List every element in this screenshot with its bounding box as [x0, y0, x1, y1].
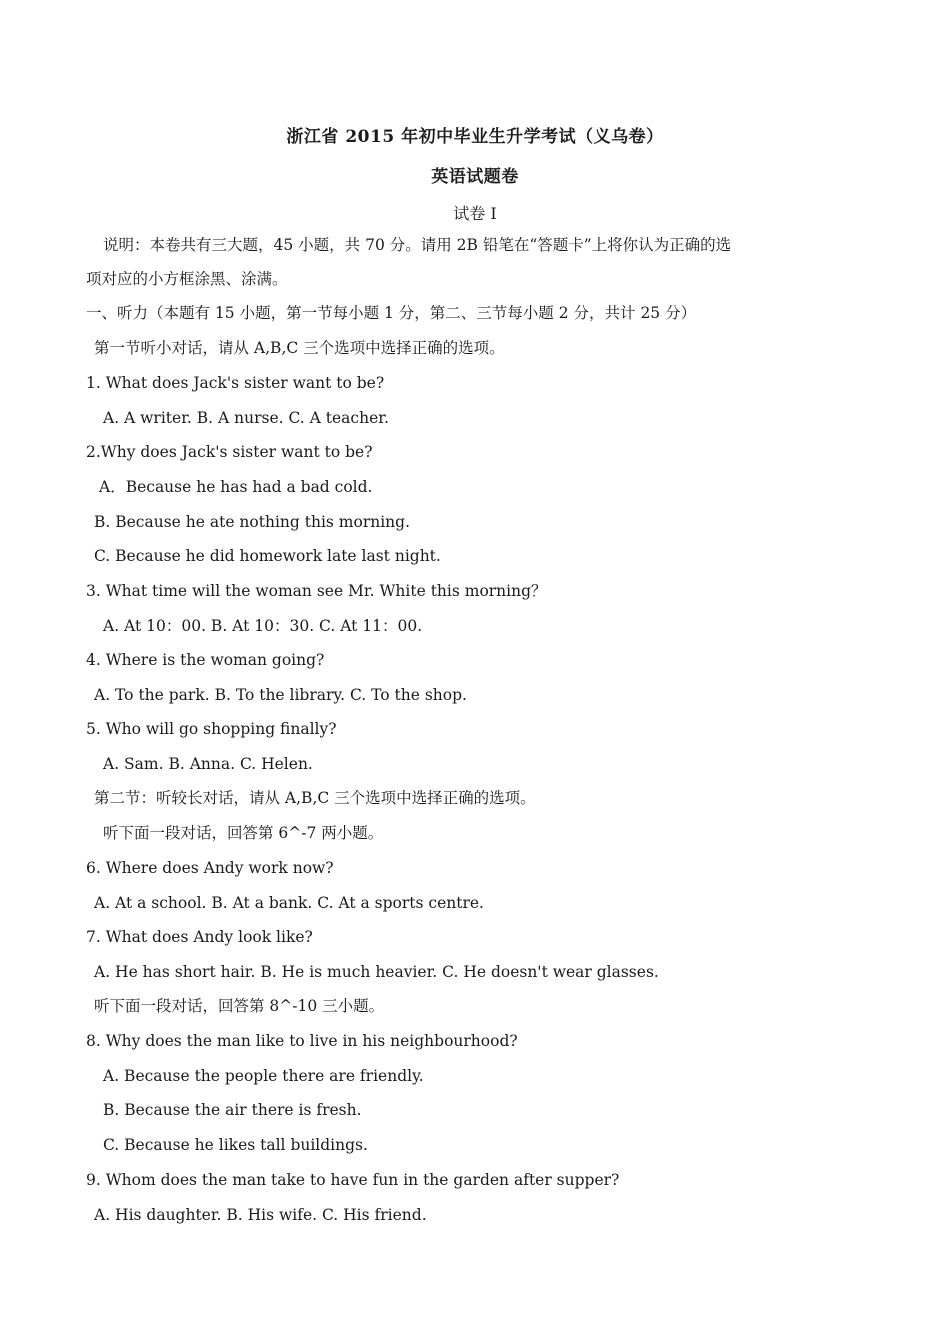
- question-8: 8. Why does the man like to live in his neighbourhood?: [86, 1032, 518, 1050]
- question-9: 9. Whom does the man take to have fun in the garden after supper?: [86, 1171, 620, 1189]
- question-3-options: A. At 10：00. B. At 10：30. C. At 11：00.: [103, 617, 423, 635]
- question-6-options: A. At a school. B. At a bank. C. At a sports centre.: [94, 894, 484, 912]
- question-1: 1. What does Jack's sister want to be?: [86, 374, 385, 392]
- question-5: 5. Who will go shopping finally?: [86, 720, 337, 738]
- question-4: 4. Where is the woman going?: [86, 651, 325, 669]
- question-4-options: A. To the park. B. To the library. C. To the shop.: [94, 686, 467, 704]
- paper-label: 试卷 Ⅰ: [453, 204, 497, 223]
- question-7: 7. What does Andy look like?: [86, 928, 313, 946]
- question-2-option-c: C. Because he did homework late last night.: [94, 547, 441, 565]
- question-6: 6. Where does Andy work now?: [86, 859, 334, 877]
- question-2-option-a: A．Because he has had a bad cold.: [99, 478, 373, 496]
- question-2: 2.Why does Jack's sister want to be?: [86, 443, 373, 461]
- instructions-line-2: 项对应的小方框涂黑、涂满。: [86, 270, 288, 288]
- dialog-8-10-intro: 听下面一段对话，回答第 8^-10 三小题。: [94, 997, 385, 1015]
- question-1-options: A. A writer. B. A nurse. C. A teacher.: [103, 409, 389, 427]
- exam-subject: 英语试题卷: [431, 167, 519, 187]
- question-7-options: A. He has short hair. B. He is much heavier. C. He doesn't wear glasses.: [94, 963, 659, 981]
- section-1-heading: 一、听力（本题有 15 小题，第一节每小题 1 分，第二、三节每小题 2 分，共计 25 分）: [86, 304, 697, 322]
- question-8-option-b: B. Because the air there is fresh.: [103, 1101, 362, 1119]
- question-8-option-c: C. Because he likes tall buildings.: [103, 1136, 368, 1154]
- question-8-option-a: A. Because the people there are friendly.: [103, 1067, 424, 1085]
- exam-title: 浙江省 2015 年初中毕业生升学考试（义乌卷）: [286, 127, 664, 147]
- question-2-option-b: B. Because he ate nothing this morning.: [94, 513, 410, 531]
- part-1-intro: 第一节听小对话，请从 A,B,C 三个选项中选择正确的选项。: [94, 339, 505, 357]
- question-5-options: A. Sam. B. Anna. C. Helen.: [103, 755, 313, 773]
- instructions-line-1: 说明：本卷共有三大题，45 小题，共 70 分。请用 2B 铅笔在“答题卡”上将你认为正确的选: [103, 236, 732, 254]
- dialog-6-7-intro: 听下面一段对话，回答第 6^-7 两小题。: [103, 824, 384, 842]
- part-2-intro: 第二节：听较长对话，请从 A,B,C 三个选项中选择正确的选项。: [94, 789, 536, 807]
- question-3: 3. What time will the woman see Mr. White this morning？: [86, 582, 547, 600]
- question-9-options: A. His daughter. B. His wife. C. His friend.: [94, 1206, 427, 1224]
